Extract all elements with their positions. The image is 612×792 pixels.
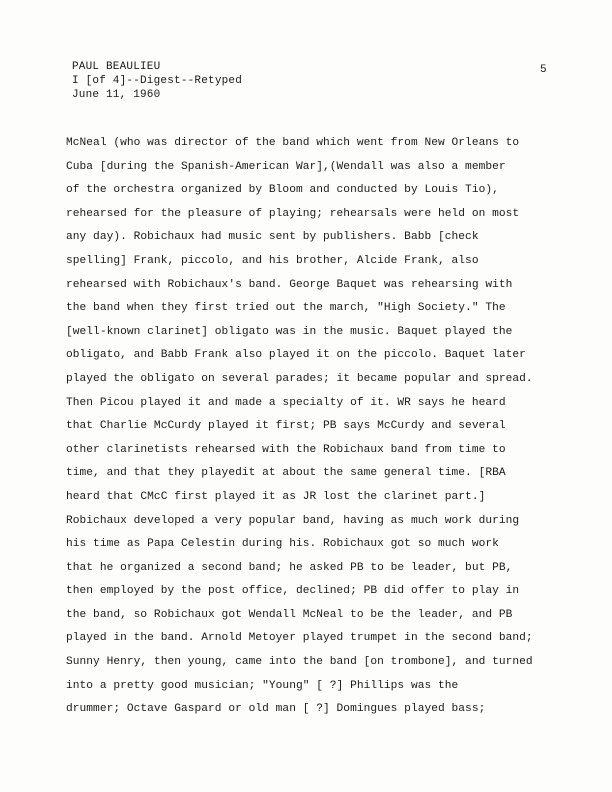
text-line: Then Picou played it and made a specialty of it. WR says he heard — [66, 396, 506, 409]
text-line: heard that CMcC first played it as JR lost the clarinet part.] — [66, 490, 486, 503]
text-line: into a pretty good musician; "Young" [ ?] Phillips was the — [66, 679, 459, 692]
text-line: Sunny Henry, then young, came into the band [on trombone], and turned — [66, 656, 533, 669]
text-line: the band when they first tried out the march, "High Society." The — [66, 302, 506, 315]
text-line: his time as Papa Celestin during his. Robichaux got so much work — [66, 538, 499, 551]
text-line: the band, so Robichaux got Wendall McNeal to be the leader, and PB — [66, 608, 513, 621]
text-line: rehearsed for the pleasure of playing; rehearsals were held on most — [66, 207, 520, 220]
text-line: McNeal (who was director of the band which went from New Orleans to — [66, 137, 520, 149]
text-line: drummer; Octave Gaspard or old man [ ?] Domingues played bass; — [66, 703, 486, 716]
page-number: 5 — [540, 64, 547, 76]
text-line: played in the band. Arnold Metoyer played trumpet in the second band; — [66, 632, 533, 645]
page-header — [72, 60, 242, 102]
transcript-body — [66, 132, 566, 722]
text-line: played the obligato on several parades; it became popular and spread. — [66, 372, 533, 385]
text-line: that he organized a second band; he asked PB to be leader, but PB, — [66, 561, 513, 574]
interviewee-name: PAUL BEAULIEU — [72, 61, 161, 73]
text-line: of the orchestra organized by Bloom and conducted by Louis Tio), — [66, 184, 499, 197]
text-line: Robichaux developed a very popular band, having as much work during — [66, 514, 520, 527]
text-line: rehearsed with Robichaux's band. George Baquet was rehearsing with — [66, 278, 513, 291]
text-line: time, and that they playedit at about the same general time. [RBA — [66, 467, 506, 480]
text-line: obligato, and Babb Frank also played it on the piccolo. Baquet later — [66, 349, 526, 362]
text-line: [well-known clarinet] obligato was in the music. Baquet played the — [66, 325, 513, 338]
text-line: Cuba [during the Spanish-American War],(Wendall was also a member — [66, 160, 506, 173]
text-line: then employed by the post office, declined; PB did offer to play in — [66, 585, 520, 598]
text-line: any day). Robichaux had music sent by publishers. Babb [check — [66, 231, 479, 244]
reel-info: I [of 4]--Digest--Retyped — [72, 75, 243, 87]
interview-date: June 11, 1960 — [72, 89, 161, 101]
text-line: other clarinetists rehearsed with the Robichaux band from time to — [66, 443, 506, 456]
text-line: spelling] Frank, piccolo, and his brother, Alcide Frank, also — [66, 254, 479, 267]
text-line: that Charlie McCurdy played it first; PB says McCurdy and several — [66, 420, 506, 433]
